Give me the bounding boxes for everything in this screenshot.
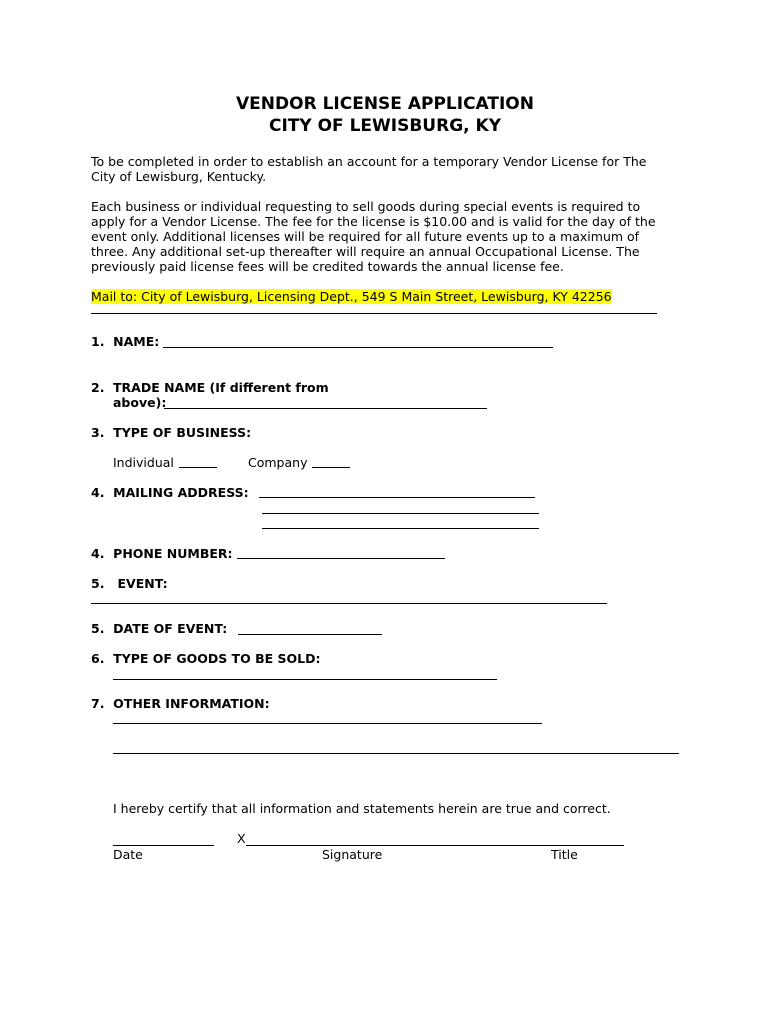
event-date-input-line[interactable]: [238, 634, 382, 635]
signature-x-mark: X: [237, 831, 246, 846]
title-caption: Title: [551, 847, 578, 862]
company-input-line[interactable]: [312, 467, 350, 468]
phone-number-input-line[interactable]: [237, 558, 445, 559]
event-date-label: 5. DATE OF EVENT:: [91, 621, 228, 636]
other-info-label: 7. OTHER INFORMATION:: [91, 696, 270, 711]
date-signature-line[interactable]: [113, 845, 214, 846]
goods-type-label: 6. TYPE OF GOODS TO BE SOLD:: [91, 651, 321, 666]
event-label: 5. EVENT:: [91, 576, 168, 591]
mailing-address-line-1[interactable]: [259, 497, 535, 498]
business-type-label: 3. TYPE OF BUSINESS:: [91, 425, 252, 440]
intro-paragraph-2: Each business or individual requesting to sell goods during special events is required to apply for a Vendor License. The fee for the license is $10.00 and is valid for the day of the event only. Additional licenses will be required for all future events up to a maximum of three. Any additional set-up thereafter will require an annual Occupational License. The previously paid license fees will be credited towards the annual license fee.: [91, 199, 656, 274]
mailing-address-line-2[interactable]: [262, 513, 539, 514]
trade-name-label-1: TRADE NAME (If different from: [113, 380, 329, 395]
individual-option-label: Individual: [113, 455, 174, 470]
name-input-line[interactable]: [163, 347, 553, 348]
document-subtitle: CITY OF LEWISBURG, KY: [268, 116, 502, 136]
section-divider: [91, 313, 657, 314]
mail-to-address: Mail to: City of Lewisburg, Licensing Dept., 549 S Main Street, Lewisburg, KY 42256: [91, 289, 612, 304]
document-title: VENDOR LICENSE APPLICATION: [236, 94, 534, 114]
trade-name-label-2: above):: [113, 395, 167, 410]
signature-caption: Signature: [322, 847, 383, 862]
mailing-address-line-3[interactable]: [262, 528, 539, 529]
event-input-line[interactable]: [91, 603, 607, 604]
trade-name-num: 2.: [91, 380, 105, 395]
other-info-input-line-1[interactable]: [113, 723, 542, 724]
certification-statement: I hereby certify that all information and statements herein are true and correct.: [113, 801, 611, 816]
name-field-label: 1. NAME:: [91, 334, 160, 349]
individual-input-line[interactable]: [179, 467, 217, 468]
mailing-address-label: 4. MAILING ADDRESS:: [91, 485, 249, 500]
signature-line[interactable]: [246, 845, 624, 846]
other-info-input-line-2[interactable]: [113, 753, 679, 754]
company-option-label: Company: [248, 455, 308, 470]
phone-number-label: 4. PHONE NUMBER:: [91, 546, 233, 561]
goods-type-input-line[interactable]: [113, 679, 497, 680]
trade-name-input-line[interactable]: [164, 408, 487, 409]
intro-paragraph-1: To be completed in order to establish an account for a temporary Vendor License for The City of Lewisburg, Kentucky.: [91, 154, 647, 184]
date-caption: Date: [113, 847, 143, 862]
